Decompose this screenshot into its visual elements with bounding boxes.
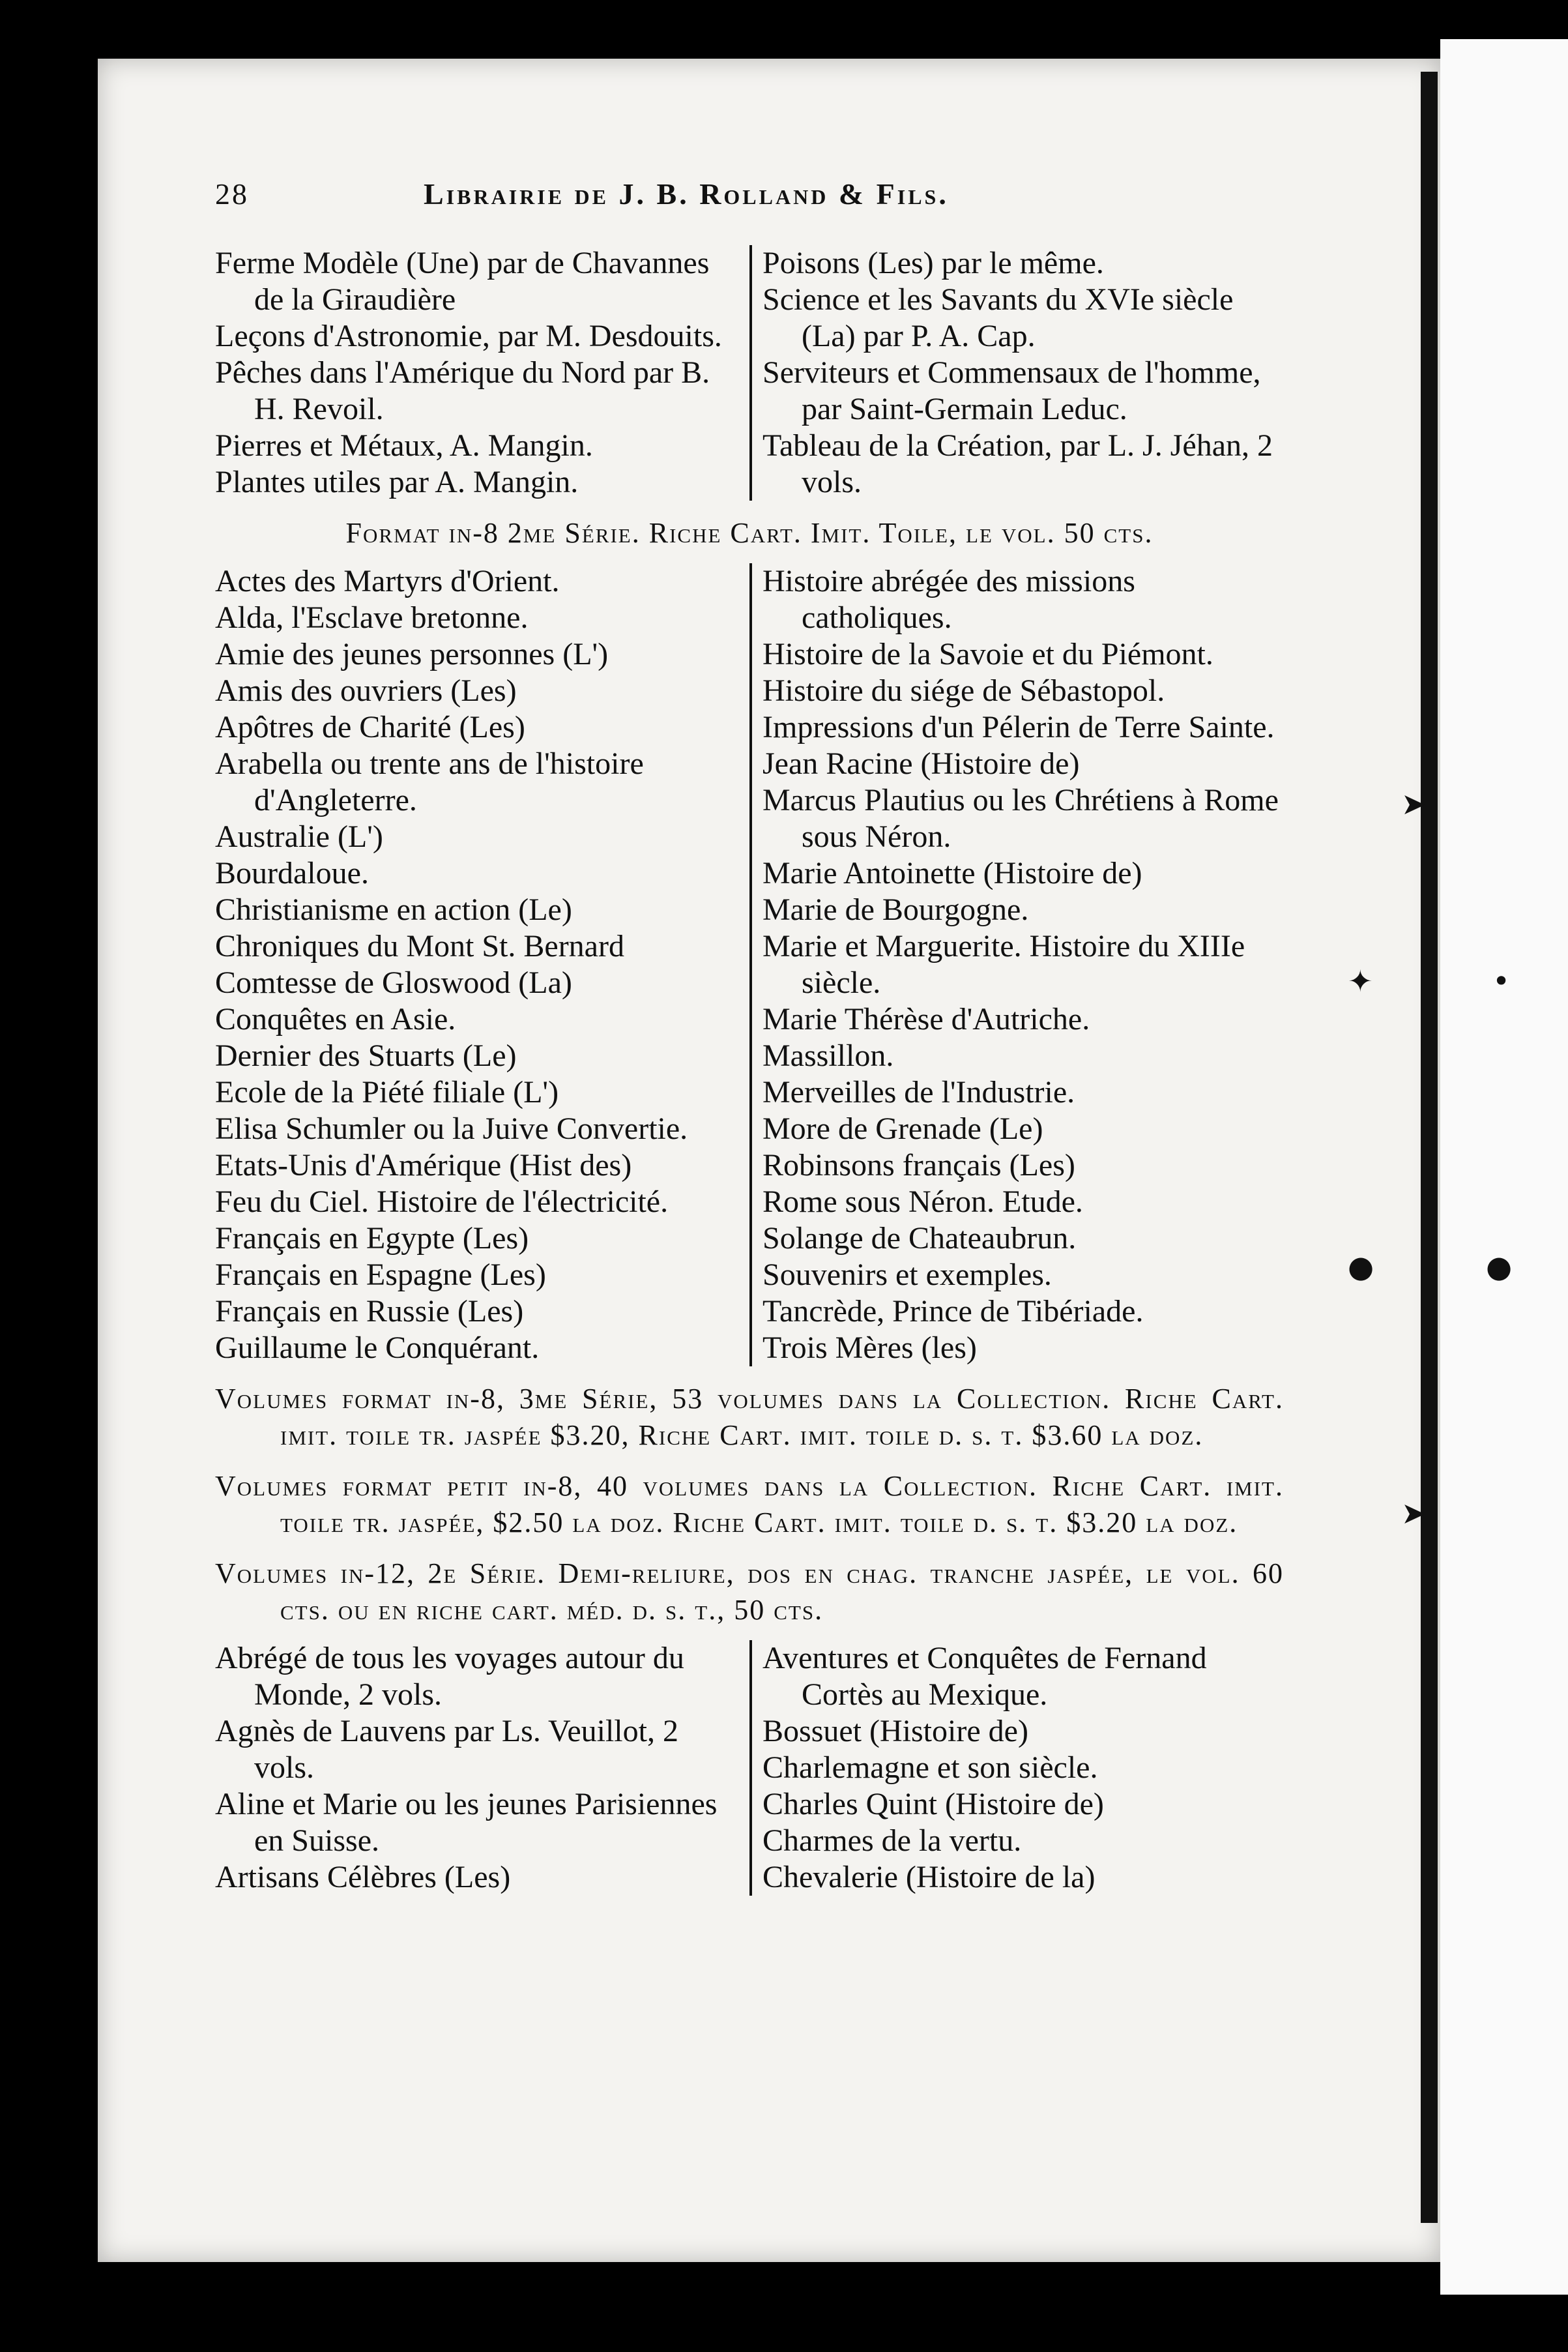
list-item: Marie de Bourgogne. bbox=[762, 892, 1029, 927]
catalog-block-2 bbox=[215, 563, 1284, 1366]
column-right bbox=[749, 563, 1284, 1366]
running-header bbox=[215, 176, 1284, 213]
list-item: Chevalerie (Histoire de la) bbox=[762, 1860, 1096, 1894]
page-content bbox=[215, 176, 1284, 1896]
list-item: Christianisme en action (Le) bbox=[215, 892, 572, 927]
list-item: Français en Espagne (Les) bbox=[215, 1257, 546, 1292]
list-item: Pêches dans l'Amérique du Nord par B. H. Revoil. bbox=[215, 355, 710, 426]
list-item: Charmes de la vertu. bbox=[762, 1823, 1022, 1858]
list-item: Pierres et Métaux, A. Mangin. bbox=[215, 428, 593, 463]
column-right bbox=[749, 1640, 1284, 1896]
list-item: Massillon. bbox=[762, 1038, 894, 1073]
list-item: More de Grenade (Le) bbox=[762, 1111, 1043, 1146]
catalog-block-3 bbox=[215, 1640, 1284, 1896]
list-item: Jean Racine (Histoire de) bbox=[762, 746, 1080, 781]
running-title: Librairie de J. B. Rolland & Fils. bbox=[424, 177, 949, 211]
list-item: Marcus Plautius ou les Chrétiens à Rome sous Néron. bbox=[762, 783, 1279, 854]
catalog-block-1 bbox=[215, 245, 1284, 501]
column-left bbox=[215, 563, 749, 1366]
list-item: Dernier des Stuarts (Le) bbox=[215, 1038, 517, 1073]
list-item: Histoire du siége de Sébastopol. bbox=[762, 673, 1165, 708]
list-item: Souvenirs et exemples. bbox=[762, 1257, 1052, 1292]
column-left bbox=[215, 1640, 749, 1896]
list-item: Arabella ou trente ans de l'histoire d'Angleterre. bbox=[215, 746, 644, 817]
list-item: Tancrède, Prince de Tibériade. bbox=[762, 1294, 1144, 1329]
margin-mark-dot: ✦ bbox=[1348, 963, 1373, 999]
list-item: Leçons d'Astronomie, par M. Desdouits. bbox=[215, 319, 722, 353]
section-notice: Volumes format petit in-8, 40 volumes dans la Collection. Riche Cart. imit. toile tr. jaspée, $2.50 la doz. Riche Cart. imit. toile d. s. t. $3.20 la doz. bbox=[215, 1470, 1284, 1538]
list-item: Robinsons français (Les) bbox=[762, 1148, 1075, 1183]
list-item: Trois Mères (les) bbox=[762, 1330, 977, 1365]
list-item: Bossuet (Histoire de) bbox=[762, 1714, 1028, 1748]
list-item: Artisans Célèbres (Les) bbox=[215, 1860, 511, 1894]
list-item: Guillaume le Conquérant. bbox=[215, 1330, 540, 1365]
adjacent-page-strip bbox=[1440, 39, 1568, 2295]
list-item: Elisa Schumler ou la Juive Convertie. bbox=[215, 1111, 688, 1146]
list-item: Serviteurs et Commensaux de l'homme, par Saint-Germain Leduc. bbox=[762, 355, 1261, 426]
section-heading: Volumes in-12, 2e Série. Demi-reliure, dos en chag. tranche jaspée, le vol. 60 cts. ou en riche cart. méd. d. s. t., 50 cts. bbox=[215, 1557, 1284, 1626]
list-item: Solange de Chateaubrun. bbox=[762, 1221, 1077, 1256]
list-item: Aline et Marie ou les jeunes Parisiennes en Suisse. bbox=[215, 1787, 718, 1858]
column-left bbox=[215, 245, 749, 501]
margin-mark-dot: ● bbox=[1348, 1249, 1374, 1284]
list-item: Alda, l'Esclave bretonne. bbox=[215, 600, 529, 635]
margin-mark-arrow: ➤ bbox=[1401, 786, 1427, 821]
list-item: Rome sous Néron. Etude. bbox=[762, 1184, 1083, 1219]
list-item: Etats-Unis d'Amérique (Hist des) bbox=[215, 1148, 632, 1183]
list-item: Actes des Martyrs d'Orient. bbox=[215, 564, 560, 598]
list-item: Amie des jeunes personnes (L') bbox=[215, 637, 609, 671]
list-item: Aventures et Conquêtes de Fernand Cortès au Mexique. bbox=[762, 1641, 1207, 1712]
list-item: Australie (L') bbox=[215, 819, 383, 854]
list-item: Tableau de la Création, par L. J. Jéhan, 2 vols. bbox=[762, 428, 1273, 499]
section-notice: Volumes format in-8, 3me Série, 53 volumes dans la Collection. Riche Cart. imit. toile tr. jaspée $3.20, Riche Cart. imit. toile d. s. t. $3.60 la doz. bbox=[215, 1383, 1284, 1451]
list-item: Comtesse de Gloswood (La) bbox=[215, 965, 572, 1000]
list-item: Impressions d'un Pélerin de Terre Sainte. bbox=[762, 710, 1275, 744]
list-item: Ferme Modèle (Une) par de Chavannes de la Giraudière bbox=[215, 246, 710, 317]
list-item: Amis des ouvriers (Les) bbox=[215, 673, 517, 708]
list-item: Science et les Savants du XVIe siècle (La) par P. A. Cap. bbox=[762, 282, 1234, 353]
section-heading: Format in-8 2me Série. Riche Cart. Imit. Toile, le vol. 50 cts. bbox=[345, 517, 1154, 549]
list-item: Chroniques du Mont St. Bernard bbox=[215, 929, 624, 963]
list-item: Marie et Marguerite. Histoire du XIIIe siècle. bbox=[762, 929, 1245, 1000]
list-item: Histoire abrégée des missions catholiques. bbox=[762, 564, 1135, 635]
list-item: Bourdaloue. bbox=[215, 856, 369, 890]
list-item: Français en Egypte (Les) bbox=[215, 1221, 529, 1256]
list-item: Agnès de Lauvens par Ls. Veuillot, 2 vols. bbox=[215, 1714, 678, 1785]
list-item: Plantes utiles par A. Mangin. bbox=[215, 465, 579, 499]
margin-mark-dot: • bbox=[1492, 963, 1511, 999]
list-item: Merveilles de l'Industrie. bbox=[762, 1075, 1075, 1110]
list-item: Marie Thérèse d'Autriche. bbox=[762, 1002, 1090, 1036]
list-item: Apôtres de Charité (Les) bbox=[215, 710, 525, 744]
list-item: Charlemagne et son siècle. bbox=[762, 1750, 1098, 1785]
list-item: Français en Russie (Les) bbox=[215, 1294, 524, 1329]
column-right bbox=[749, 245, 1284, 501]
list-item: Ecole de la Piété filiale (L') bbox=[215, 1075, 559, 1110]
list-item: Poisons (Les) par le même. bbox=[762, 246, 1104, 280]
margin-mark-arrow: ➤ bbox=[1401, 1495, 1427, 1531]
list-item: Feu du Ciel. Histoire de l'électricité. bbox=[215, 1184, 669, 1219]
list-item: Histoire de la Savoie et du Piémont. bbox=[762, 637, 1213, 671]
list-item: Abrégé de tous les voyages autour du Monde, 2 vols. bbox=[215, 1641, 684, 1712]
page-number: 28 bbox=[215, 177, 249, 211]
page-edge bbox=[1421, 72, 1438, 2223]
list-item: Marie Antoinette (Histoire de) bbox=[762, 856, 1142, 890]
list-item: Charles Quint (Histoire de) bbox=[762, 1787, 1104, 1821]
list-item: Conquêtes en Asie. bbox=[215, 1002, 456, 1036]
margin-mark-dot: ● bbox=[1486, 1249, 1513, 1284]
